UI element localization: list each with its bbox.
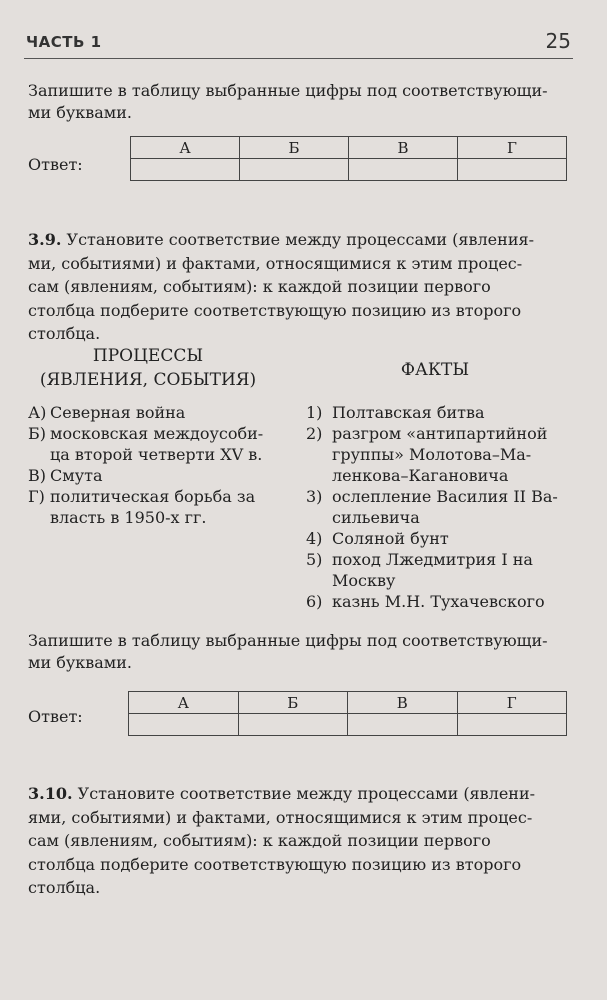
task-line: 3.10. Установите соответствие между процессами (явлени- <box>28 784 536 803</box>
task-number: 3.10. <box>28 784 73 803</box>
answer-col-header: А <box>129 692 239 714</box>
answer-cell[interactable] <box>238 714 348 736</box>
instruction-line: ми буквами. <box>28 103 132 122</box>
list-item: Б) московская междоусоби- ца второй четверти XV в. <box>28 424 264 464</box>
task-line: сам (явлениям, событиям): к каждой позиции первого <box>28 831 491 850</box>
task-line: столбца подберите соответствующую позицию из второго <box>28 300 522 320</box>
heading-line: ПРОЦЕССЫ <box>92 346 204 366</box>
list-item: 3) ослепление Василия II Ва- сильевича <box>306 487 558 527</box>
answer-col-header: Б <box>240 137 349 159</box>
task-3-9-instruction <box>28 630 578 674</box>
block1-instruction <box>28 80 578 124</box>
answer-table-header-row <box>131 137 567 159</box>
answer-label: Ответ: <box>28 707 83 726</box>
answer-col-header: Г <box>458 137 567 159</box>
list-item: 4) Соляной бунт <box>306 529 449 548</box>
task-3-9-text <box>28 228 578 346</box>
answer-col-header: В <box>348 692 458 714</box>
list-item: А) Северная война <box>28 403 186 422</box>
answer-cell[interactable] <box>348 714 458 736</box>
task-line: столбца подберите соответствующую позицию из второго <box>28 854 522 874</box>
answer-table-1 <box>130 136 567 181</box>
answer-col-header: Г <box>457 692 567 714</box>
list-item: Г) политическая борьба за власть в 1950-х гг. <box>28 487 256 527</box>
right-column-list <box>306 402 576 612</box>
list-item: 6) казнь М.Н. Тухачевского <box>306 592 545 611</box>
task-line: ми, событиями) и фактами, относящимися к этим процес- <box>28 253 523 273</box>
answer-cell[interactable] <box>131 159 240 181</box>
instruction-line: Запишите в таблицу выбранные цифры под соответствующи- <box>28 631 548 650</box>
task-line: столбца. <box>28 878 101 897</box>
answer-table-input-row <box>129 714 567 736</box>
list-item: 5) поход Лжедмитрия I на Москву <box>306 550 533 590</box>
left-column-list <box>28 402 288 528</box>
answer-table-2 <box>128 691 567 736</box>
task-line: 3.9. Установите соответствие между процессами (явления- <box>28 230 534 249</box>
answer-cell[interactable] <box>240 159 349 181</box>
running-header-part: ЧАСТЬ 1 <box>26 33 102 51</box>
answer-cell[interactable] <box>129 714 239 736</box>
heading-line: (ЯВЛЕНИЯ, СОБЫТИЯ) <box>39 370 257 390</box>
right-column-heading: ФАКТЫ <box>400 360 470 380</box>
answer-cell[interactable] <box>349 159 458 181</box>
list-item: 1) Полтавская битва <box>306 403 485 422</box>
task-line: ями, событиями) и фактами, относящимися к этим процес- <box>28 807 533 827</box>
answer-cell[interactable] <box>457 714 567 736</box>
answer-col-header: А <box>131 137 240 159</box>
instruction-line: ми буквами. <box>28 653 132 672</box>
answer-table-header-row <box>129 692 567 714</box>
left-column-heading <box>28 344 268 392</box>
task-line: сам (явлениям, событиям): к каждой позиции первого <box>28 277 491 296</box>
task-3-10-text <box>28 782 578 900</box>
answer-col-header: Б <box>238 692 348 714</box>
instruction-line: Запишите в таблицу выбранные цифры под соответствующи- <box>28 81 548 100</box>
answer-col-header: В <box>349 137 458 159</box>
page-number: 25 <box>545 29 571 53</box>
task-line: столбца. <box>28 324 101 343</box>
answer-label: Ответ: <box>28 155 83 174</box>
task-number: 3.9. <box>28 230 62 249</box>
answer-table-input-row <box>131 159 567 181</box>
answer-cell[interactable] <box>458 159 567 181</box>
list-item: В) Смута <box>28 466 103 485</box>
list-item: 2) разгром «антипартийной группы» Молотова–Ма- ленкова–Кагановича <box>306 424 548 485</box>
header-rule <box>24 58 573 59</box>
